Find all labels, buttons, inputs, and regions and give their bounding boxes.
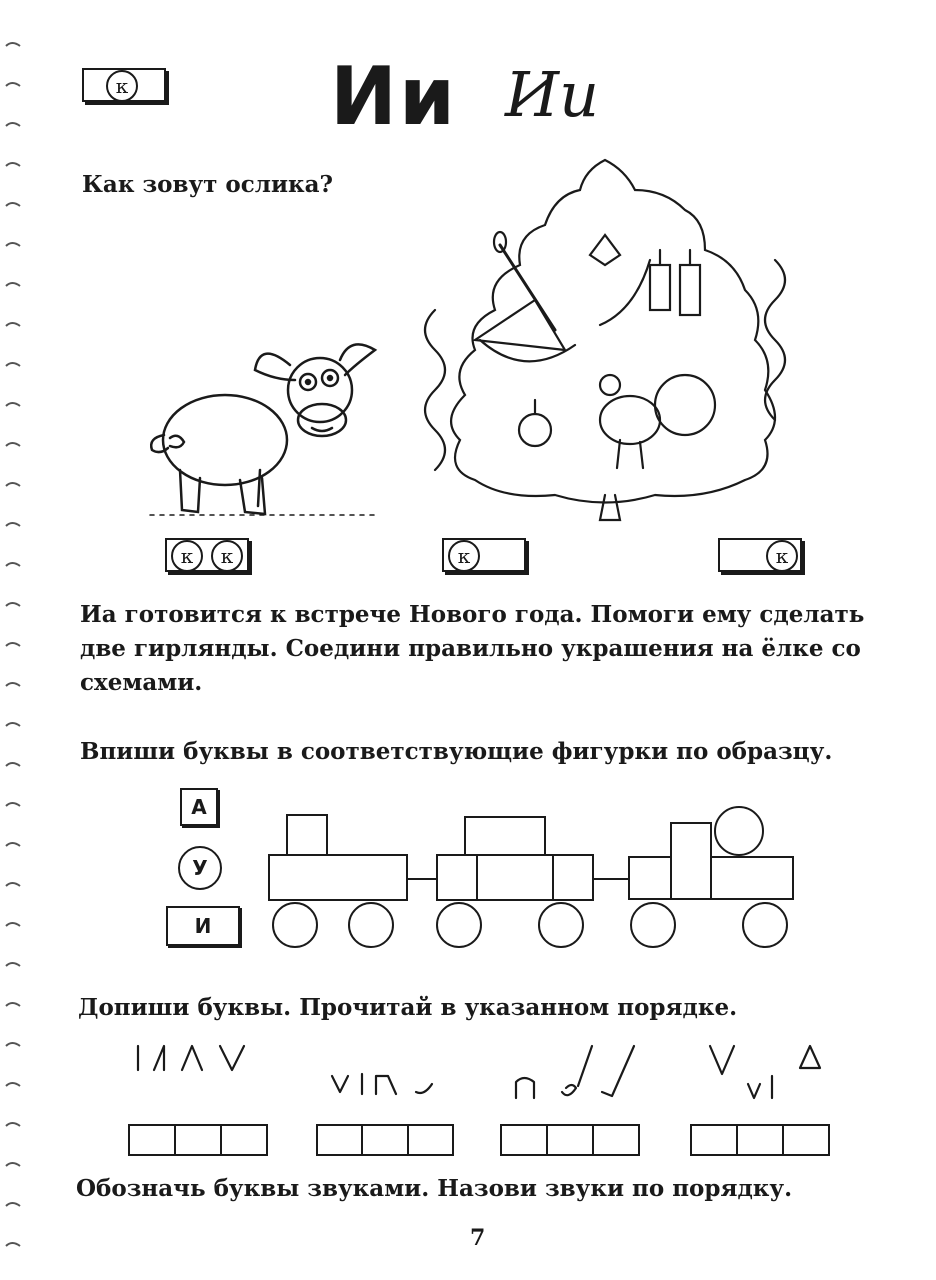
sample-letter-square: А [180,788,218,826]
sound-scheme-middle [442,538,526,572]
sample-letter-rectangle: И [166,906,240,946]
christmas-tree-illustration [405,150,835,530]
answer-cells-4[interactable] [690,1124,830,1156]
sample-letter-circle: У [178,846,222,890]
shapes-train [265,805,805,955]
answer-cells-1[interactable] [128,1124,268,1156]
letter-heading: Ии [330,50,458,143]
question-text: Как зовут ослика? [82,171,334,198]
sound-circle: к [211,540,243,572]
sound-circle: к [171,540,203,572]
letter-script-heading: Ии [505,58,599,131]
task2-text: Впиши буквы в соответствующие фигурки по образцу. [80,738,833,765]
sound-scheme-donkey [165,538,249,572]
sound-circle: к [106,70,138,102]
page-number: 7 [470,1225,486,1251]
sound-circle: к [766,540,798,572]
sound-circle: к [448,540,480,572]
spiral-binding [0,0,30,1280]
header-sound-scheme [82,68,166,102]
answer-cells-2[interactable] [316,1124,454,1156]
sound-scheme-right [718,538,802,572]
answer-cells-3[interactable] [500,1124,640,1156]
donkey-illustration [140,320,390,530]
task1-text: Иа готовится к встрече Нового года. Помоги ему сделать две гирлянды. Соедини правильно украшения на ёлке со схемами. [80,601,865,696]
letter-strokes [120,1036,840,1106]
task3-text: Допиши буквы. Прочитай в указанном порядке. [78,994,738,1021]
task4-text: Обозначь буквы звуками. Назови звуки по порядку. [76,1175,793,1202]
